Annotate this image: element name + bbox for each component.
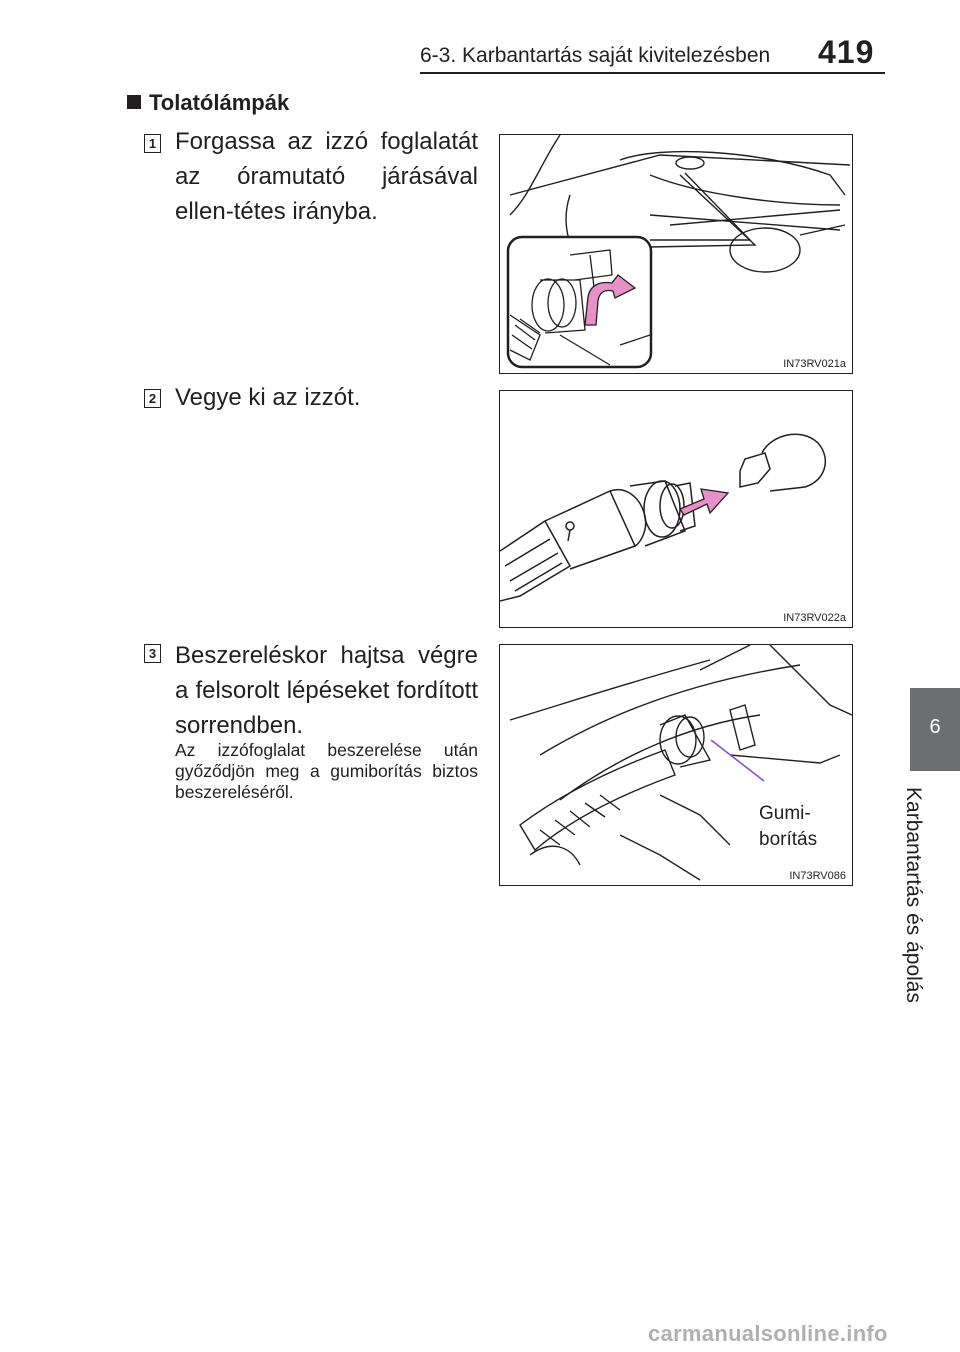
chapter-caption-text: Karbantartás és ápolás — [902, 787, 925, 1003]
figure-bulb-socket-removal — [499, 134, 853, 374]
pull-out-arrow-icon — [680, 489, 728, 515]
step-number-3: 3 — [144, 644, 161, 663]
chapter-tab — [910, 688, 960, 771]
step-text-3: Beszereléskor hajtsa végre a felsorolt lépéseket fordított sorrendben. — [175, 642, 478, 739]
figure-2-drawing — [500, 391, 852, 627]
watermark: carmanualsonline.info — [648, 1321, 888, 1346]
chapter-caption — [893, 787, 933, 1003]
figure-rubber-cover-check — [499, 644, 853, 886]
step-text-1: Forgassa az izzó foglalatát az óramutató járásával ellen-tétes irányba. — [175, 128, 478, 225]
figure-1-drawing — [500, 135, 852, 373]
callout-rubber-cover — [759, 801, 817, 853]
step-number-2: 2 — [144, 389, 161, 408]
step-note-3: Az izzófoglalat beszerelése után győződjön meg a gumiborítás biztos beszereléséről. — [175, 740, 478, 802]
figure-code-2: IN73RV022a — [783, 612, 846, 624]
figure-bulb-removal — [499, 390, 853, 628]
callout-line-2: borítás — [759, 829, 818, 850]
bullet-square-icon — [127, 95, 141, 109]
step-text-2: Vegye ki az izzót. — [175, 384, 361, 411]
header-rule — [420, 72, 885, 74]
callout-leader-line — [711, 740, 764, 781]
figure-code-1: IN73RV021a — [783, 358, 846, 370]
section-heading-text: Tolatólámpák — [149, 90, 290, 115]
step-number-1: 1 — [144, 134, 161, 153]
page-number: 419 — [818, 34, 875, 70]
callout-line-1: Gumi- — [759, 803, 811, 824]
figure-code-3: IN73RV086 — [789, 870, 846, 882]
chapter-number: 6 — [929, 716, 941, 738]
section-heading — [127, 90, 289, 116]
running-header: 6-3. Karbantartás saját kivitelezésben — [420, 44, 771, 67]
